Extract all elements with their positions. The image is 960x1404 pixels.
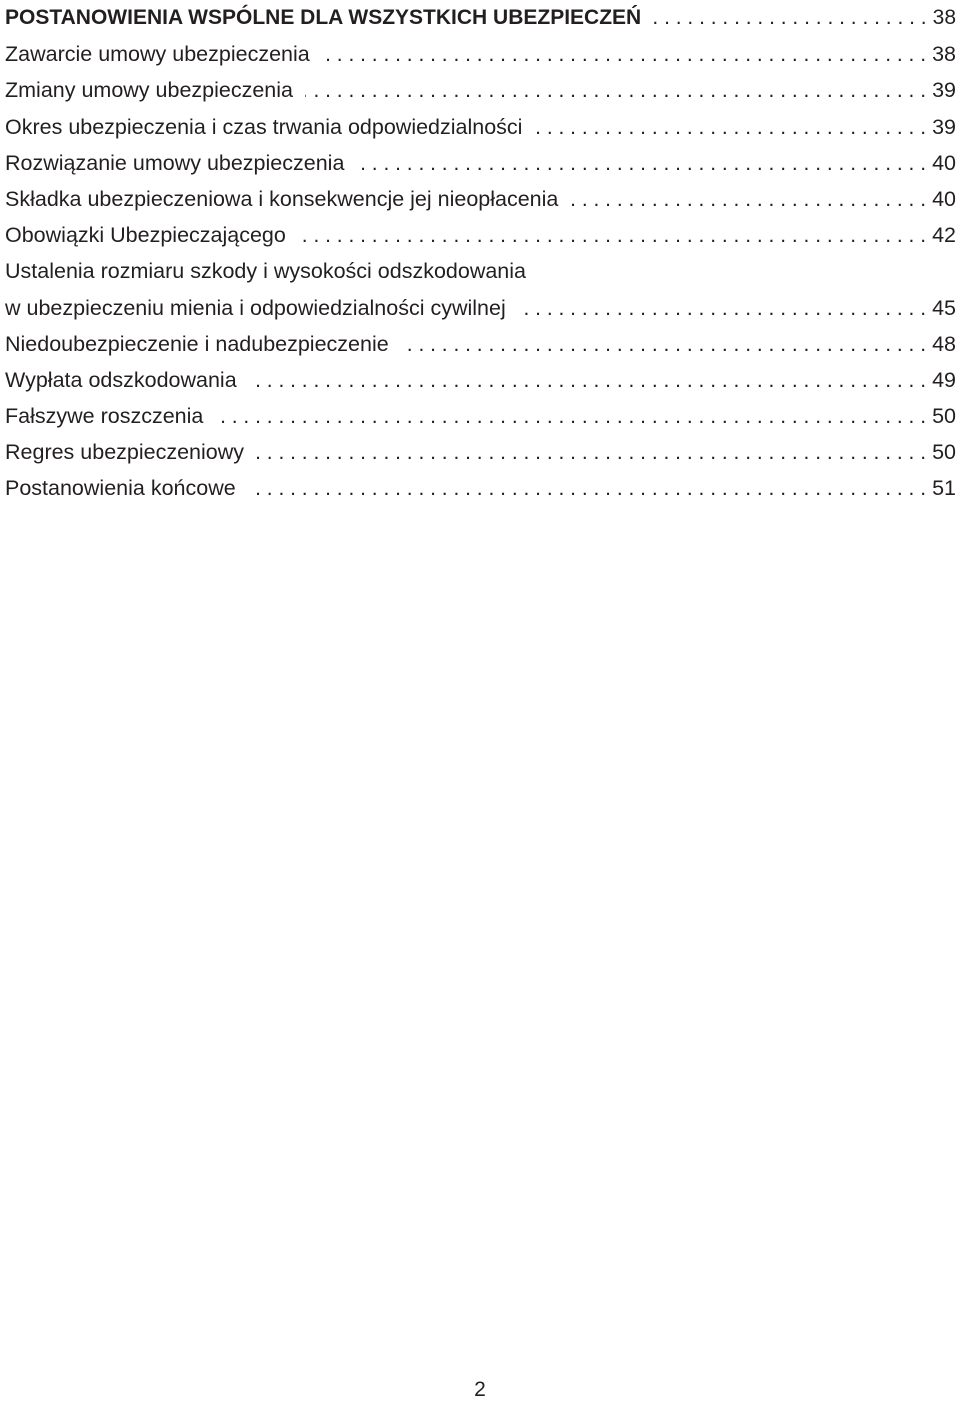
- toc-entry-title: Składka ubezpieczeniowa i konsekwencje jej nieopłacenia: [5, 186, 559, 211]
- toc-entry-title: Okres ubezpieczenia i czas trwania odpowiedzialności: [5, 114, 523, 139]
- toc-entry-page: 42: [932, 223, 956, 248]
- toc-entry-page: 40: [932, 186, 956, 211]
- toc-leader-dots: [534, 110, 926, 146]
- toc-entry-title: Wypłata odszkodowania: [5, 367, 237, 392]
- toc-row[interactable]: [5, 145, 956, 181]
- toc-row[interactable]: [5, 181, 956, 217]
- toc-leader-dots: [215, 399, 926, 435]
- toc-leader-dots: [570, 182, 926, 218]
- toc-entry-title: Niedoubezpieczenie i nadubezpieczenie: [5, 331, 389, 356]
- toc-leader-dots: [256, 435, 926, 471]
- toc-entry-page: 38: [932, 6, 956, 29]
- toc-entry-page: 51: [932, 476, 956, 501]
- toc-entry-page: 50: [932, 404, 956, 429]
- toc-row[interactable]: [5, 434, 956, 470]
- toc-entry-page: 49: [932, 367, 956, 392]
- toc-entry-title: Fałszywe roszczenia: [5, 404, 204, 429]
- toc-row[interactable]: [5, 398, 956, 434]
- toc-entry-page: 40: [932, 150, 956, 175]
- toc-leader-dots: [298, 218, 926, 254]
- toc-entry-page: 45: [932, 295, 956, 320]
- toc-leader-dots: [653, 0, 926, 36]
- table-of-contents: [5, 0, 956, 507]
- toc-leader-dots: [401, 327, 926, 363]
- page-number: 2: [474, 1378, 486, 1401]
- toc-entry-title: Obowiązki Ubezpieczającego: [5, 223, 286, 248]
- toc-entry-page: 50: [932, 440, 956, 465]
- toc-leader-dots: [248, 471, 926, 507]
- toc-entry-title: Regres ubezpieczeniowy: [5, 440, 245, 465]
- toc-leader-dots: [249, 363, 926, 399]
- toc-leader-dots: [305, 73, 926, 109]
- toc-row-continued[interactable]: [5, 253, 956, 289]
- toc-entry-title: Ustalenia rozmiaru szkody i wysokości odszkodowania: [5, 259, 526, 284]
- toc-row[interactable]: [5, 72, 956, 108]
- toc-entry-title: w ubezpieczeniu mienia i odpowiedzialności cywilnej: [5, 295, 506, 320]
- toc-entry-title: POSTANOWIENIA WSPÓLNE DLA WSZYSTKICH UBEZPIECZEŃ: [5, 6, 642, 29]
- toc-leader-dots: [356, 146, 926, 182]
- toc-row[interactable]: [5, 290, 956, 326]
- toc-entry-title: Zawarcie umowy ubezpieczenia: [5, 42, 310, 67]
- toc-row[interactable]: [5, 326, 956, 362]
- toc-entry-page: 38: [932, 42, 956, 67]
- toc-row[interactable]: [5, 362, 956, 398]
- toc-entry-title: Postanowienia końcowe: [5, 476, 236, 501]
- toc-entry-page: 48: [932, 331, 956, 356]
- toc-row[interactable]: [5, 470, 956, 506]
- toc-entry-title: Rozwiązanie umowy ubezpieczenia: [5, 150, 345, 175]
- toc-leader-dots: [518, 291, 926, 327]
- toc-row[interactable]: [5, 109, 956, 145]
- toc-row[interactable]: [5, 0, 956, 36]
- toc-row[interactable]: [5, 36, 956, 72]
- toc-entry-page: 39: [932, 114, 956, 139]
- toc-leader-dots: [322, 37, 926, 73]
- toc-entry-page: 39: [932, 78, 956, 103]
- toc-entry-title: Zmiany umowy ubezpieczenia: [5, 78, 293, 103]
- toc-row[interactable]: [5, 217, 956, 253]
